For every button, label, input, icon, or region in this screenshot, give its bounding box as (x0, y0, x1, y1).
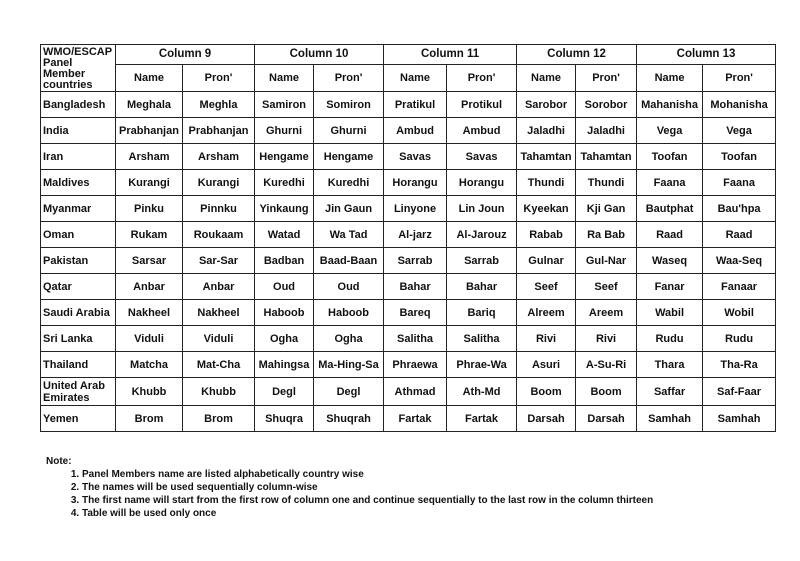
pron-subheader: Pron' (447, 64, 517, 91)
table-row (41, 406, 776, 432)
name-cell: Meghala (116, 92, 183, 118)
pron-cell: Darsah (576, 406, 637, 432)
notes-list (46, 468, 653, 520)
name-cell: Salitha (384, 326, 447, 352)
pron-cell: Boom (576, 378, 637, 406)
table-row (41, 352, 776, 378)
table-row (41, 274, 776, 300)
pron-cell: Raad (703, 222, 776, 248)
country-cell: Sri Lanka (41, 326, 116, 352)
pron-cell: Protikul (447, 92, 517, 118)
pron-subheader: Pron' (183, 64, 255, 91)
name-cell: Khubb (116, 378, 183, 406)
pron-cell: Meghla (183, 92, 255, 118)
pron-cell: Brom (183, 406, 255, 432)
name-cell: Seef (517, 274, 576, 300)
name-cell: Raad (637, 222, 703, 248)
name-cell: Saffar (637, 378, 703, 406)
name-cell: Hengame (255, 144, 314, 170)
name-cell: Samiron (255, 92, 314, 118)
pron-cell: Oud (314, 274, 384, 300)
name-cell: Anbar (116, 274, 183, 300)
country-cell: Qatar (41, 274, 116, 300)
name-cell: Samhah (637, 406, 703, 432)
name-cell: Bareq (384, 300, 447, 326)
name-cell: Brom (116, 406, 183, 432)
name-cell: Kyeekan (517, 196, 576, 222)
name-cell: Pratikul (384, 92, 447, 118)
name-cell: Waseq (637, 248, 703, 274)
pron-cell: Lin Joun (447, 196, 517, 222)
pron-cell: Mat-Cha (183, 352, 255, 378)
pron-cell: Kurangi (183, 170, 255, 196)
notes-title: Note: (46, 456, 72, 467)
country-cell: Pakistan (41, 248, 116, 274)
name-cell: Phraewa (384, 352, 447, 378)
pron-cell: Arsham (183, 144, 255, 170)
name-cell: Ambud (384, 118, 447, 144)
table-row (41, 248, 776, 274)
pron-cell: Savas (447, 144, 517, 170)
name-subheader: Name (116, 64, 183, 91)
name-cell: Ogha (255, 326, 314, 352)
name-cell: Thara (637, 352, 703, 378)
pron-cell: Ra Bab (576, 222, 637, 248)
pron-cell: Tha-Ra (703, 352, 776, 378)
cyclone-names-table (40, 44, 776, 432)
pron-cell: Horangu (447, 170, 517, 196)
note-item: 3. The first name will start from the first row of column one and continue sequentially to the last row in the column thirteen (82, 494, 653, 507)
country-cell: Maldives (41, 170, 116, 196)
name-cell: Rabab (517, 222, 576, 248)
pron-cell: Pinnku (183, 196, 255, 222)
country-cell: Bangladesh (41, 92, 116, 118)
pron-cell: Nakheel (183, 300, 255, 326)
pron-cell: Bahar (447, 274, 517, 300)
pron-cell: Gul-Nar (576, 248, 637, 274)
pron-cell: Jin Gaun (314, 196, 384, 222)
pron-cell: Tahamtan (576, 144, 637, 170)
corner-line: WMO/ESCAP (43, 46, 113, 58)
document-page (40, 44, 776, 432)
pron-cell: Kuredhi (314, 170, 384, 196)
pron-cell: Shuqrah (314, 406, 384, 432)
pron-cell: Sarrab (447, 248, 517, 274)
pron-cell: Phrae-Wa (447, 352, 517, 378)
table-row (41, 144, 776, 170)
name-cell: Athmad (384, 378, 447, 406)
name-cell: Kurangi (116, 170, 183, 196)
name-cell: Badban (255, 248, 314, 274)
corner-header (41, 45, 116, 92)
name-cell: Kuredhi (255, 170, 314, 196)
name-cell: Boom (517, 378, 576, 406)
corner-line: Panel (43, 57, 73, 69)
pron-subheader: Pron' (703, 64, 776, 91)
pron-cell: Mohanisha (703, 92, 776, 118)
name-cell: Thundi (517, 170, 576, 196)
note-item: 2. The names will be used sequentially column-wise (82, 481, 653, 494)
table-body (41, 92, 776, 432)
table-row (41, 378, 776, 406)
name-cell: Matcha (116, 352, 183, 378)
pron-cell: Wa Tad (314, 222, 384, 248)
name-cell: Mahanisha (637, 92, 703, 118)
name-cell: Gulnar (517, 248, 576, 274)
note-item: 1. Panel Members name are listed alphabetically country wise (82, 468, 653, 481)
name-cell: Oud (255, 274, 314, 300)
name-cell: Alreem (517, 300, 576, 326)
country-cell: India (41, 118, 116, 144)
name-cell: Viduli (116, 326, 183, 352)
name-cell: Darsah (517, 406, 576, 432)
name-subheader: Name (517, 64, 576, 91)
pron-cell: Sorobor (576, 92, 637, 118)
name-cell: Sarobor (517, 92, 576, 118)
pron-cell: Toofan (703, 144, 776, 170)
pron-cell: Sar-Sar (183, 248, 255, 274)
name-subheader: Name (637, 64, 703, 91)
pron-cell: Fanaar (703, 274, 776, 300)
table-row (41, 300, 776, 326)
pron-cell: Khubb (183, 378, 255, 406)
pron-cell: Ma-Hing-Sa (314, 352, 384, 378)
pron-cell: Ambud (447, 118, 517, 144)
column-header: Column 13 (637, 45, 776, 65)
table-row (41, 196, 776, 222)
name-cell: Wabil (637, 300, 703, 326)
pron-cell: A-Su-Ri (576, 352, 637, 378)
country-cell: Yemen (41, 406, 116, 432)
name-subheader: Name (255, 64, 314, 91)
name-cell: Faana (637, 170, 703, 196)
corner-line: countries (43, 79, 93, 91)
name-subheader: Name (384, 64, 447, 91)
name-cell: Jaladhi (517, 118, 576, 144)
pron-cell: Saf-Faar (703, 378, 776, 406)
country-cell: Thailand (41, 352, 116, 378)
country-cell: Myanmar (41, 196, 116, 222)
name-cell: Horangu (384, 170, 447, 196)
name-cell: Al-jarz (384, 222, 447, 248)
pron-cell: Haboob (314, 300, 384, 326)
corner-line: Member (43, 68, 86, 80)
pron-cell: Salitha (447, 326, 517, 352)
pron-subheader: Pron' (576, 64, 637, 91)
table-row (41, 170, 776, 196)
pron-cell: Ath-Md (447, 378, 517, 406)
pron-cell: Roukaam (183, 222, 255, 248)
name-cell: Sarrab (384, 248, 447, 274)
name-cell: Yinkaung (255, 196, 314, 222)
pron-cell: Hengame (314, 144, 384, 170)
name-cell: Fartak (384, 406, 447, 432)
pron-cell: Seef (576, 274, 637, 300)
pron-cell: Faana (703, 170, 776, 196)
pron-cell: Areem (576, 300, 637, 326)
sub-header-row (41, 64, 776, 91)
pron-cell: Bariq (447, 300, 517, 326)
name-cell: Prabhanjan (116, 118, 183, 144)
name-cell: Bahar (384, 274, 447, 300)
name-cell: Sarsar (116, 248, 183, 274)
pron-cell: Rudu (703, 326, 776, 352)
name-cell: Linyone (384, 196, 447, 222)
name-cell: Shuqra (255, 406, 314, 432)
pron-cell: Bau'hpa (703, 196, 776, 222)
pron-cell: Wobil (703, 300, 776, 326)
pron-cell: Waa-Seq (703, 248, 776, 274)
table-row (41, 118, 776, 144)
pron-cell: Al-Jarouz (447, 222, 517, 248)
notes-section (46, 455, 653, 520)
pron-cell: Rivi (576, 326, 637, 352)
name-cell: Vega (637, 118, 703, 144)
name-cell: Ghurni (255, 118, 314, 144)
country-cell: Iran (41, 144, 116, 170)
name-cell: Watad (255, 222, 314, 248)
name-cell: Rudu (637, 326, 703, 352)
pron-subheader: Pron' (314, 64, 384, 91)
table-row (41, 222, 776, 248)
name-cell: Asuri (517, 352, 576, 378)
column-header: Column 12 (517, 45, 637, 65)
pron-cell: Degl (314, 378, 384, 406)
column-header: Column 11 (384, 45, 517, 65)
name-cell: Rivi (517, 326, 576, 352)
name-cell: Toofan (637, 144, 703, 170)
name-cell: Bautphat (637, 196, 703, 222)
country-cell: Oman (41, 222, 116, 248)
pron-cell: Fartak (447, 406, 517, 432)
pron-cell: Jaladhi (576, 118, 637, 144)
pron-cell: Viduli (183, 326, 255, 352)
pron-cell: Kji Gan (576, 196, 637, 222)
pron-cell: Vega (703, 118, 776, 144)
name-cell: Mahingsa (255, 352, 314, 378)
pron-cell: Samhah (703, 406, 776, 432)
pron-cell: Prabhanjan (183, 118, 255, 144)
country-cell: Saudi Arabia (41, 300, 116, 326)
pron-cell: Somiron (314, 92, 384, 118)
note-item: 4. Table will be used only once (82, 507, 653, 520)
name-cell: Tahamtan (517, 144, 576, 170)
pron-cell: Baad-Baan (314, 248, 384, 274)
country-cell: United Arab Emirates (41, 378, 116, 406)
name-cell: Haboob (255, 300, 314, 326)
column-header: Column 10 (255, 45, 384, 65)
name-cell: Rukam (116, 222, 183, 248)
table-row (41, 92, 776, 118)
name-cell: Savas (384, 144, 447, 170)
pron-cell: Ogha (314, 326, 384, 352)
column-header: Column 9 (116, 45, 255, 65)
name-cell: Degl (255, 378, 314, 406)
pron-cell: Thundi (576, 170, 637, 196)
name-cell: Fanar (637, 274, 703, 300)
pron-cell: Anbar (183, 274, 255, 300)
name-cell: Arsham (116, 144, 183, 170)
pron-cell: Ghurni (314, 118, 384, 144)
name-cell: Nakheel (116, 300, 183, 326)
name-cell: Pinku (116, 196, 183, 222)
table-row (41, 326, 776, 352)
